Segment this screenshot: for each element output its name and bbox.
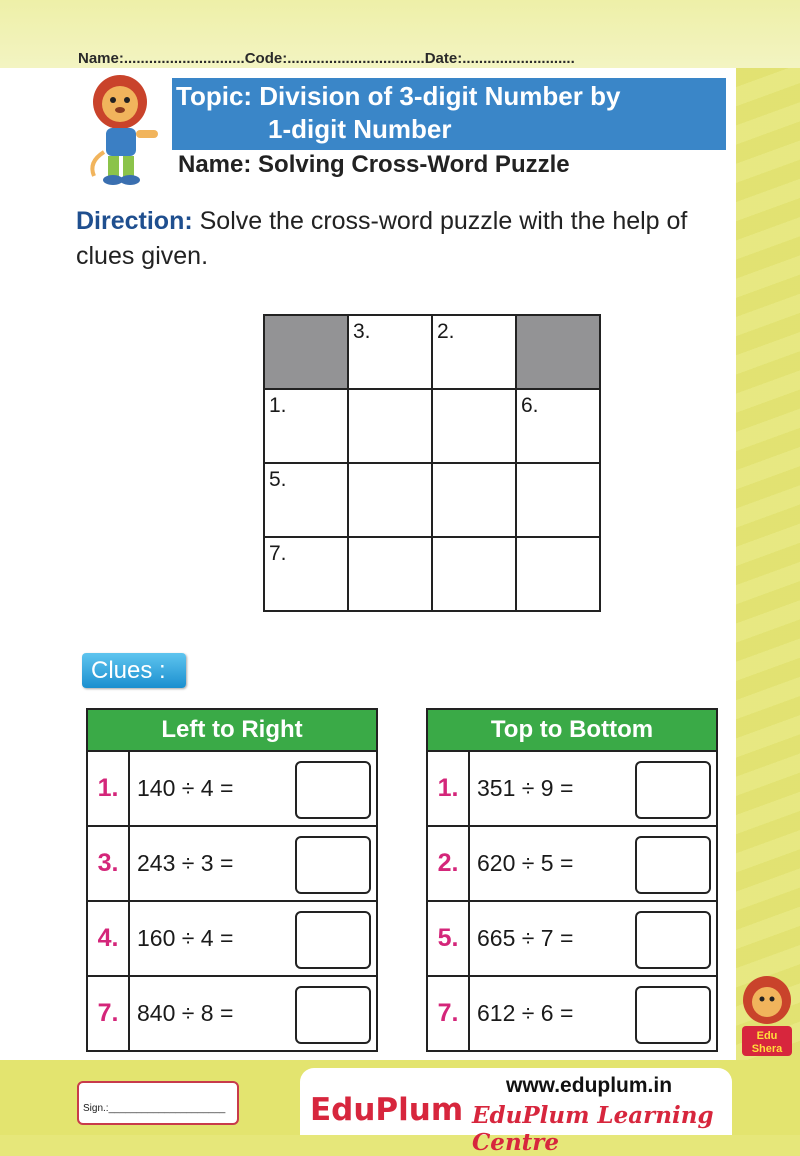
topic-line-1: Topic: Division of 3-digit Number by [176, 81, 621, 111]
edushera-lion-icon [736, 972, 798, 1062]
clues-top-to-bottom [426, 708, 718, 1052]
grid-cell-number [349, 390, 431, 394]
grid-cell-number [433, 464, 515, 468]
clue-row [427, 901, 717, 976]
eduplum-logo: EduPlum [310, 1092, 464, 1128]
grid-cell-number: 5. [269, 468, 287, 491]
clues-button: Clues : [82, 653, 186, 688]
clues-left-header: Left to Right [87, 709, 377, 751]
grid-cell-shaded [264, 315, 348, 389]
clue-row [427, 826, 717, 901]
clue-row [427, 751, 717, 826]
worksheet-name: Name: Solving Cross-Word Puzzle [178, 151, 570, 178]
answer-box[interactable] [295, 836, 371, 894]
grid-row [264, 389, 600, 463]
clue-expression-cell [469, 976, 717, 1051]
grid-cell[interactable] [348, 389, 432, 463]
learning-centre-name: EduPlum Learning Centre [472, 1102, 714, 1156]
grid-cell[interactable] [432, 389, 516, 463]
grid-cell-number [433, 390, 515, 394]
edushera-text-bottom: Shera [751, 1043, 783, 1055]
grid-row [264, 463, 600, 537]
clue-expression: 665 ÷ 7 = [477, 925, 574, 951]
clue-number: 5. [427, 901, 469, 976]
grid-cell[interactable] [348, 315, 432, 389]
grid-cell-number: 3. [353, 320, 371, 343]
crossword-grid [263, 314, 601, 612]
clue-expression: 620 ÷ 5 = [477, 850, 574, 876]
edushera-text-top: Edu [756, 1030, 778, 1042]
grid-cell-number: 6. [521, 394, 539, 417]
website-url: www.eduplum.in [506, 1074, 673, 1097]
clue-number: 7. [87, 976, 129, 1051]
grid-cell-number [517, 316, 599, 320]
topic-banner [172, 78, 726, 150]
clue-expression-cell [469, 751, 717, 826]
clue-expression-cell [469, 826, 717, 901]
answer-box[interactable] [295, 761, 371, 819]
grid-cell[interactable] [432, 315, 516, 389]
topic-line-2: 1-digit Number [268, 114, 452, 144]
clue-expression-cell [469, 901, 717, 976]
brand-panel [300, 1068, 732, 1156]
grid-cell[interactable] [264, 463, 348, 537]
clue-row [87, 901, 377, 976]
clue-expression: 351 ÷ 9 = [477, 775, 574, 801]
grid-cell-number [433, 538, 515, 542]
clues-left-to-right [86, 708, 378, 1052]
clue-row [427, 976, 717, 1051]
clue-expression: 160 ÷ 4 = [137, 925, 234, 951]
grid-cell[interactable] [348, 463, 432, 537]
clue-expression-cell [129, 976, 377, 1051]
clue-row [87, 826, 377, 901]
header-fields: Name:.............................Code:.................................Date:........................... [78, 50, 575, 67]
grid-cell-number: 2. [437, 320, 455, 343]
grid-cell-number [517, 538, 599, 542]
grid-cell[interactable] [516, 463, 600, 537]
clue-expression: 840 ÷ 8 = [137, 1000, 234, 1026]
clue-number: 7. [427, 976, 469, 1051]
grid-cell-number [265, 316, 347, 320]
grid-cell[interactable] [264, 389, 348, 463]
clue-expression-cell [129, 901, 377, 976]
clue-expression: 612 ÷ 6 = [477, 1000, 574, 1026]
grid-row [264, 315, 600, 389]
direction-text [76, 204, 716, 274]
grid-cell[interactable] [432, 463, 516, 537]
side-decoration [736, 68, 800, 1060]
clues-right-header: Top to Bottom [427, 709, 717, 751]
clue-number: 4. [87, 901, 129, 976]
grid-cell[interactable] [516, 389, 600, 463]
direction-label: Direction: [76, 207, 193, 235]
answer-box[interactable] [635, 911, 711, 969]
grid-cell-number: 1. [269, 394, 287, 417]
grid-cell[interactable] [516, 537, 600, 611]
grid-cell[interactable] [264, 537, 348, 611]
grid-cell-number [349, 538, 431, 542]
clue-expression: 243 ÷ 3 = [137, 850, 234, 876]
answer-box[interactable] [295, 911, 371, 969]
grid-cell-number: 7. [269, 542, 287, 565]
grid-cell[interactable] [348, 537, 432, 611]
grid-row [264, 537, 600, 611]
grid-cell-number [517, 464, 599, 468]
clue-expression: 140 ÷ 4 = [137, 775, 234, 801]
clue-number: 1. [427, 751, 469, 826]
clue-number: 1. [87, 751, 129, 826]
direction-body: Solve the cross-word puzzle with the help of clues given. [76, 207, 688, 270]
clue-expression-cell [129, 751, 377, 826]
answer-box[interactable] [635, 761, 711, 819]
grid-cell-number [349, 464, 431, 468]
answer-box[interactable] [635, 986, 711, 1044]
clue-number: 2. [427, 826, 469, 901]
clue-number: 3. [87, 826, 129, 901]
lion-mascot-icon [80, 72, 170, 190]
answer-box[interactable] [635, 836, 711, 894]
grid-cell-shaded [516, 315, 600, 389]
signature-box: Sign.:_____________________ [77, 1081, 239, 1125]
clue-expression-cell [129, 826, 377, 901]
answer-box[interactable] [295, 986, 371, 1044]
grid-cell[interactable] [432, 537, 516, 611]
clue-row [87, 976, 377, 1051]
clue-row [87, 751, 377, 826]
